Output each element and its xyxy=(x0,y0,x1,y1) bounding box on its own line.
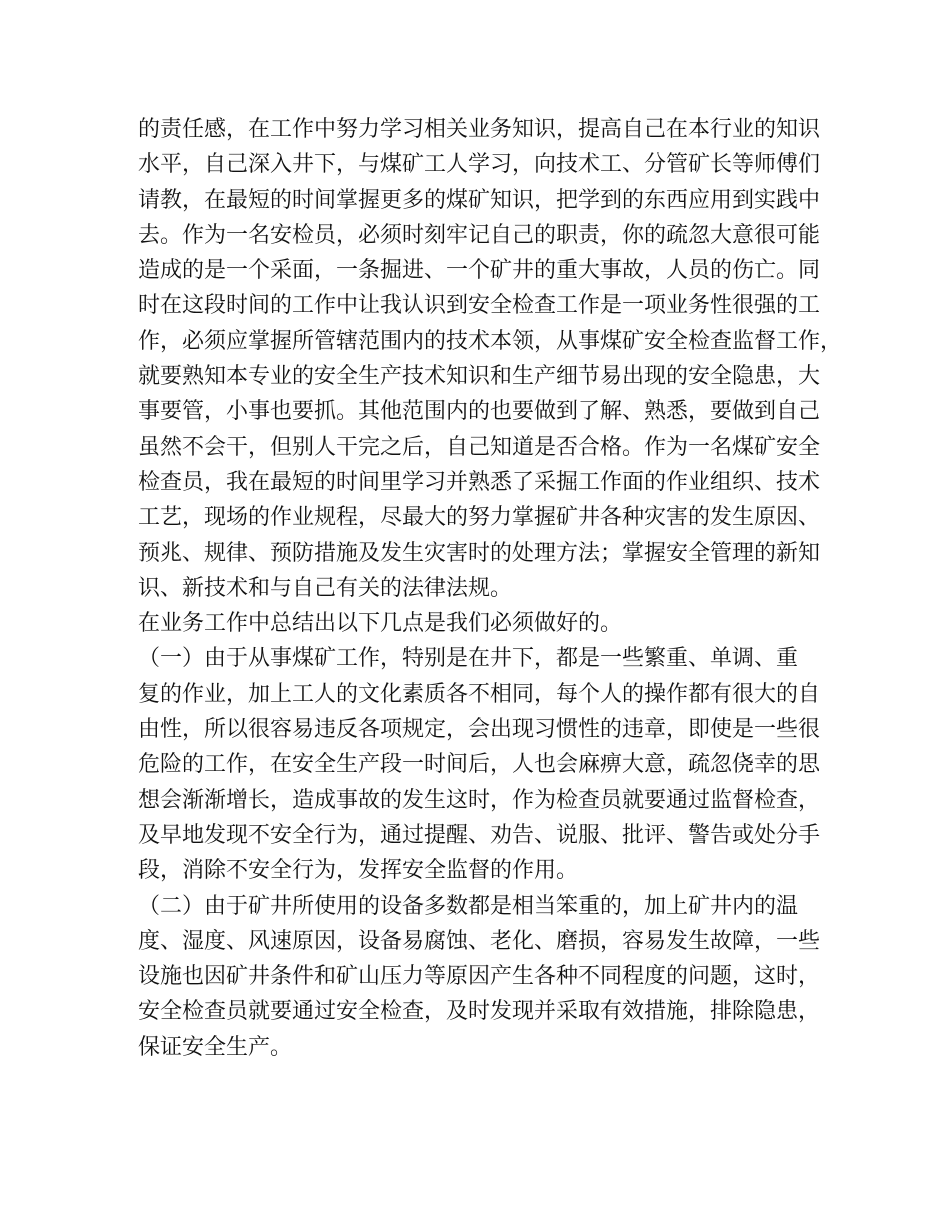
text-line: 危险的工作，在安全生产段一时间后，人也会麻痹大意，疏忽侥幸的思 xyxy=(138,752,821,778)
text-line: 请教，在最短的时间掌握更多的煤矿知识，把学到的东西应用到实践中 xyxy=(138,187,821,213)
text-line: 复的作业，加上工人的文化素质各不相同，每个人的操作都有很大的自 xyxy=(138,681,821,707)
text-line: 事要管，小事也要抓。其他范围内的也要做到了解、熟悉，要做到自己 xyxy=(138,399,821,425)
paragraph-intro: 在业务工作中总结出以下几点是我们必须做好的。 xyxy=(138,611,623,637)
text-line: 作，必须应掌握所管辖范围内的技术本领，从事煤矿安全检查监督工作， xyxy=(138,328,843,354)
text-line: （二）由于矿井所使用的设备多数都是相当笨重的，加上矿井内的温 xyxy=(138,893,799,919)
text-line: 时在这段时间的工作中让我认识到安全检查工作是一项业务性很强的工 xyxy=(138,293,821,319)
text-line: 度、湿度、风速原因，设备易腐蚀、老化、磨损，容易发生故障，一些 xyxy=(138,928,821,954)
text-line: 由性，所以很容易违反各项规定，会出现习惯性的违章，即使是一些很 xyxy=(138,717,821,743)
text-line: （一）由于从事煤矿工作，特别是在井下，都是一些繁重、单调、重 xyxy=(138,646,799,672)
text-line: 工艺，现场的作业规程，尽最大的努力掌握矿井各种灾害的发生原因、 xyxy=(138,505,821,531)
text-line: 段，消除不安全行为，发挥安全监督的作用。 xyxy=(138,858,579,884)
text-line: 安全检查员就要通过安全检查，及时发现并采取有效措施，排除隐患， xyxy=(138,999,821,1025)
text-line: 水平，自己深入井下，与煤矿工人学习，向技术工、分管矿长等师傅们 xyxy=(138,152,821,178)
text-line: 识、新技术和与自己有关的法律法规。 xyxy=(138,575,513,601)
text-line: 造成的是一个采面，一条掘进、一个矿井的重大事故，人员的伤亡。同 xyxy=(138,258,821,284)
text-line: 检查员，我在最短的时间里学习并熟悉了采掘工作面的作业组织、技术 xyxy=(138,469,821,495)
text-line: 就要熟知本专业的安全生产技术知识和生产细节易出现的安全隐患，大 xyxy=(138,364,821,390)
text-line: 预兆、规律、预防措施及发生灾害时的处理方法；掌握安全管理的新知 xyxy=(138,540,821,566)
text-line: 去。作为一名安检员，必须时刻牢记自己的职责，你的疏忽大意很可能 xyxy=(138,222,821,248)
text-line: 想会渐渐增长，造成事故的发生这时，作为检查员就要通过监督检查， xyxy=(138,787,821,813)
text-line: 保证安全生产。 xyxy=(138,1034,293,1060)
text-line: 及早地发现不安全行为，通过提醒、劝告、说服、批评、警告或处分手 xyxy=(138,822,821,848)
text-line: 虽然不会干，但别人干完之后，自己知道是否合格。作为一名煤矿安全 xyxy=(138,434,821,460)
body-text xyxy=(138,112,843,1065)
text-line: 的责任感，在工作中努力学习相关业务知识，提高自己在本行业的知识 xyxy=(138,117,821,142)
text-line: 设施也因矿井条件和矿山压力等原因产生各种不同程度的问题，这时， xyxy=(138,964,821,990)
